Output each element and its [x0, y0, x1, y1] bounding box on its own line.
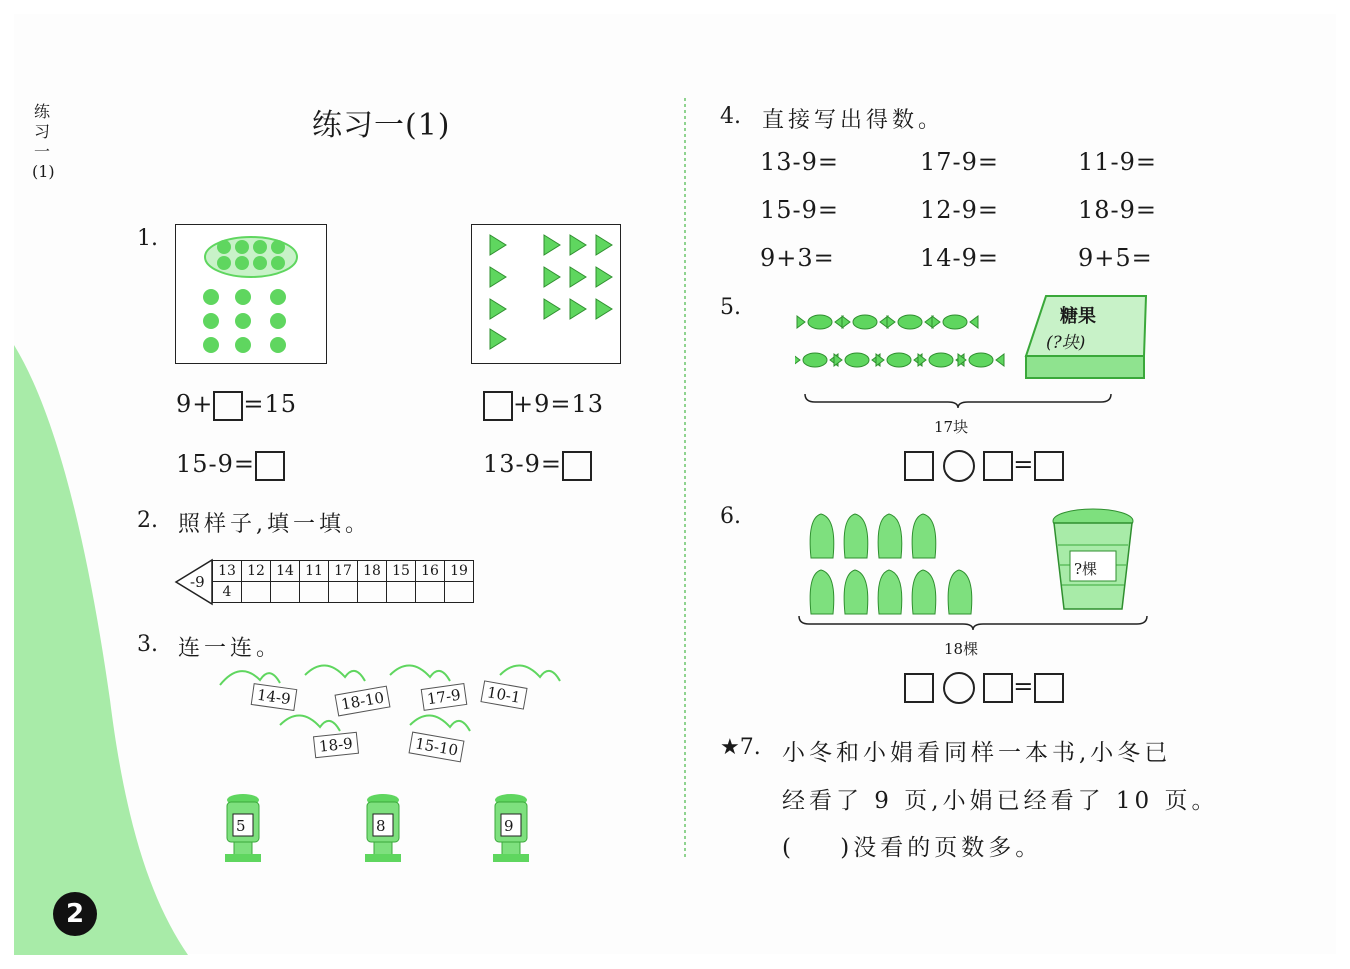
- answer-cell[interactable]: [242, 582, 271, 603]
- q4-expression: 9+3=: [760, 244, 835, 272]
- answer-box[interactable]: [983, 451, 1013, 481]
- table-cell: 11: [300, 561, 329, 582]
- q4-expression: 9+5=: [1078, 244, 1153, 272]
- q1-number: 1.: [137, 226, 158, 251]
- operator-circle[interactable]: [943, 672, 975, 704]
- answer-box[interactable]: [255, 451, 285, 481]
- brace: [803, 392, 1113, 410]
- table-cell: 12: [242, 561, 271, 582]
- expression-card[interactable]: 15-10: [408, 732, 464, 763]
- table-cell: 14: [271, 561, 300, 582]
- q2-number: 2.: [137, 508, 158, 533]
- q6-answer-equation: [904, 672, 1064, 704]
- brace: [797, 614, 1149, 632]
- table-row: [213, 561, 474, 582]
- expression-card[interactable]: 10-1: [480, 680, 527, 709]
- q4-expression: 17-9=: [920, 148, 1000, 176]
- q3-text: 连一连。: [178, 636, 283, 661]
- answer-box[interactable]: [904, 451, 934, 481]
- mailbox-number: 5: [236, 817, 246, 835]
- eq-part: 13-9=: [483, 450, 563, 478]
- table-cell: 15: [387, 561, 416, 582]
- q7-line-1: 小冬和小娟看同样一本书,小冬已: [782, 740, 1172, 766]
- q7-line-2: 经看了 9 页,小娟已经看了 10 页。: [782, 788, 1219, 814]
- answer-box[interactable]: [562, 451, 592, 481]
- table-cell: 17: [329, 561, 358, 582]
- table-cell: 13: [213, 561, 242, 582]
- expression-card[interactable]: 18-10: [334, 686, 390, 717]
- side-tab: 练习一(1): [32, 102, 55, 181]
- mailbox-number: 8: [376, 817, 386, 835]
- basket-label: ?棵: [1074, 560, 1098, 578]
- q4-text: 直接写出得数。: [762, 108, 945, 133]
- q4-expression: 12-9=: [920, 196, 1000, 224]
- q3-number: 3.: [137, 632, 158, 657]
- operator-circle[interactable]: [943, 450, 975, 482]
- q4-expression: 15-9=: [760, 196, 840, 224]
- q1-right-equation-2: [483, 450, 592, 481]
- q1-left-picture: [175, 224, 327, 364]
- eq-part: +9=13: [513, 390, 605, 418]
- candies-illustration: [795, 300, 1005, 384]
- candy-box-label: 糖果: [1060, 306, 1096, 327]
- page-number: 2: [53, 892, 97, 936]
- expression-card[interactable]: 17-9: [421, 683, 467, 711]
- shuttlecock-illustration: [472, 225, 620, 363]
- table-cell: 19: [445, 561, 474, 582]
- q4-expression: 11-9=: [1078, 148, 1158, 176]
- answer-box[interactable]: [904, 673, 934, 703]
- center-divider: [684, 98, 686, 858]
- cabbages-illustration: [803, 510, 993, 620]
- q7-number: ★7.: [720, 735, 761, 760]
- q5-total-label: 17块: [934, 418, 969, 436]
- q5-number: 5.: [720, 295, 741, 320]
- birds-illustration: [210, 655, 570, 765]
- answer-cell[interactable]: [387, 582, 416, 603]
- green-side-band: [0, 0, 200, 969]
- q2-text: 照样子,填一填。: [178, 512, 371, 537]
- q7-line-3: ( )没看的页数多。: [782, 835, 1043, 861]
- q6-total-label: 18棵: [944, 640, 979, 658]
- q1-left-equation-2: [176, 450, 285, 481]
- table-row: [213, 582, 474, 603]
- q4-expression: 13-9=: [760, 148, 840, 176]
- expression-card[interactable]: 14-9: [251, 683, 297, 711]
- answer-cell[interactable]: [329, 582, 358, 603]
- q4-number: 4.: [720, 104, 741, 129]
- candy-box-label: (?块): [1046, 333, 1086, 353]
- answer-cell[interactable]: [445, 582, 474, 603]
- q1-left-equation-1: [176, 390, 297, 421]
- answer-box[interactable]: [1034, 673, 1064, 703]
- q4-expression: 18-9=: [1078, 196, 1158, 224]
- answer-box[interactable]: [983, 673, 1013, 703]
- peach-illustration: [176, 225, 326, 363]
- eq-part: 9+: [176, 390, 214, 418]
- table-cell: 16: [416, 561, 445, 582]
- equals-sign: =: [1013, 672, 1035, 701]
- q1-right-picture: [471, 224, 621, 364]
- q6-number: 6.: [720, 504, 741, 529]
- mailbox-number: 9: [504, 817, 514, 835]
- table-cell: 4: [213, 582, 242, 603]
- answer-box[interactable]: [213, 391, 243, 421]
- answer-cell[interactable]: [300, 582, 329, 603]
- equals-sign: =: [1013, 450, 1035, 479]
- expression-card[interactable]: 18-9: [313, 732, 359, 758]
- q5-answer-equation: [904, 450, 1064, 482]
- number-table: [212, 560, 474, 603]
- answer-cell[interactable]: [358, 582, 387, 603]
- answer-cell[interactable]: [271, 582, 300, 603]
- answer-box[interactable]: [1034, 451, 1064, 481]
- page-title: 练习一(1): [312, 108, 451, 143]
- eq-part: =15: [243, 390, 298, 418]
- table-cell: 18: [358, 561, 387, 582]
- q1-right-equation-1: [483, 390, 604, 421]
- answer-box[interactable]: [483, 391, 513, 421]
- arrow-label: -9: [190, 573, 205, 591]
- q4-expression: 14-9=: [920, 244, 1000, 272]
- eq-part: 15-9=: [176, 450, 256, 478]
- answer-cell[interactable]: [416, 582, 445, 603]
